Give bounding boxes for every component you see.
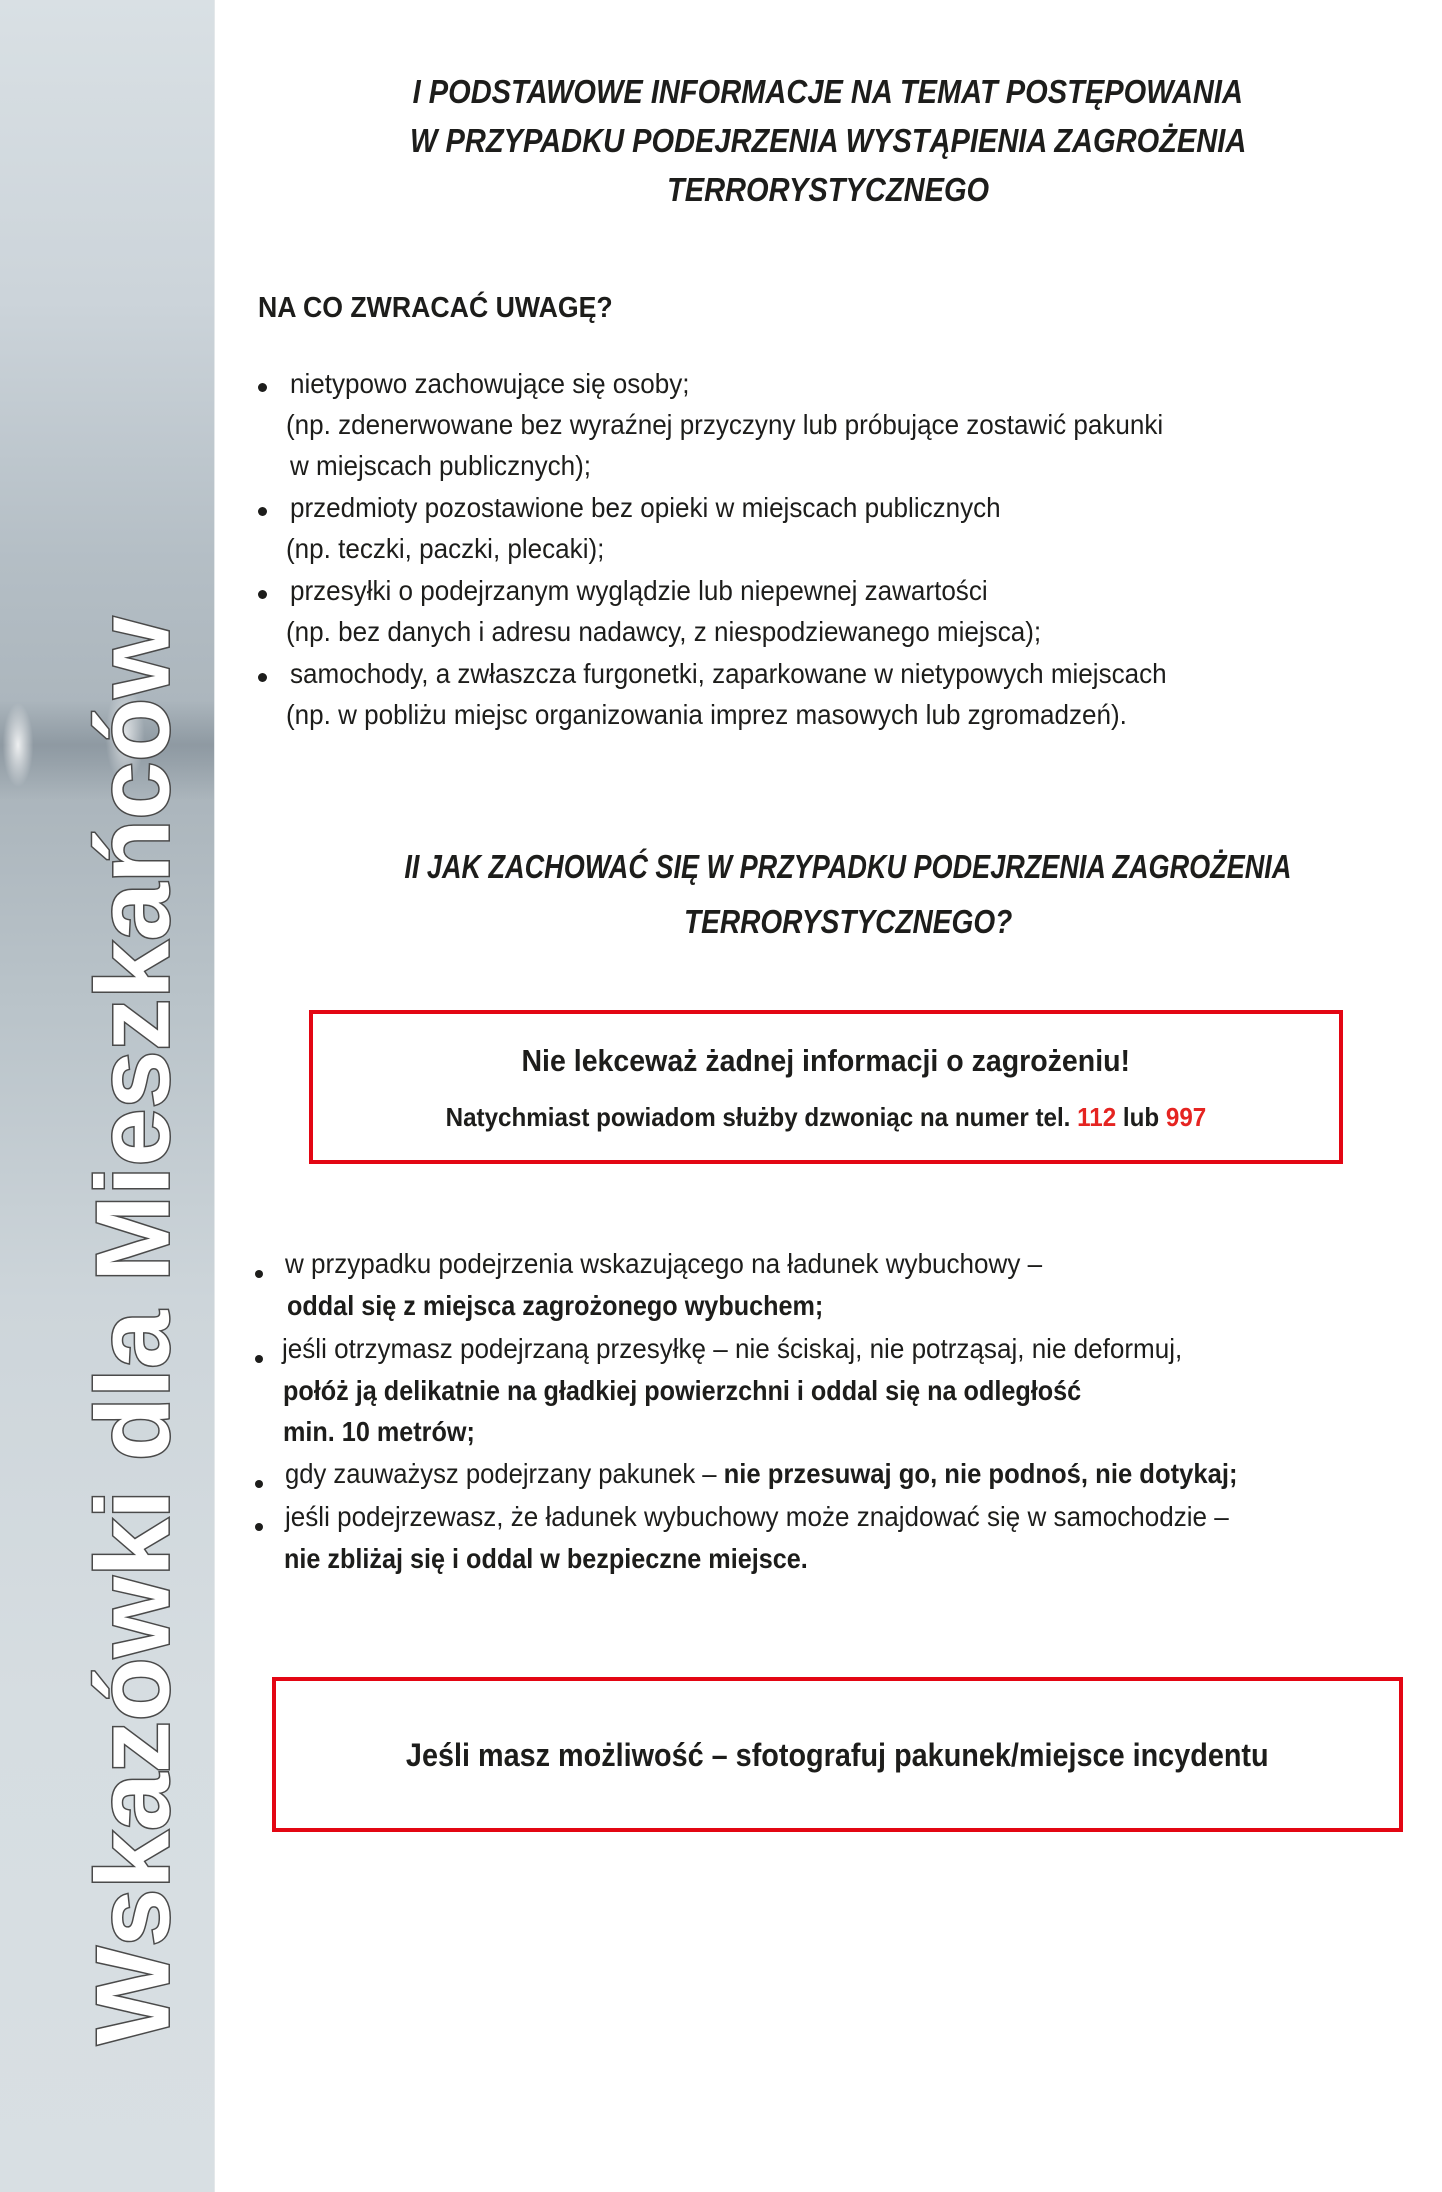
list-item-main [290, 368, 720, 400]
list-item-line-bold [283, 1416, 496, 1448]
list-item-text: jeśli podejrzewasz, że ładunek wybuchowy może znajdować się w samochodzie – [285, 1501, 1229, 1532]
alert-call-row [313, 1102, 1339, 1133]
list-item-text: samochody, a zwłaszcza furgonetki, zaparkowane w nietypowych miejscach [290, 658, 1167, 689]
subheading-text: NA CO ZWRACAĆ UWAGĘ? [258, 292, 613, 324]
photo-advice-text: Jeśli masz możliwość – sfotografuj pakunek/miejsce incydentu [406, 1737, 1269, 1773]
section-1-title-line [214, 122, 1442, 160]
section-2-title-line-1: II JAK ZACHOWAĆ SIĘ W PRZYPADKU PODEJRZENIA ZAGROŻENIA [404, 848, 1292, 885]
section-1-title-line-2: W PRZYPADKU PODEJRZENIA WYSTĄPIENIA ZAGROŻENIA [409, 122, 1247, 159]
bullet-icon [255, 1270, 263, 1278]
list-item-text: nietypowo zachowujące się osoby; [290, 368, 690, 399]
section-1-subheading [258, 292, 644, 325]
list-item-line [285, 1248, 1099, 1280]
list-item-detail-text: (np. zdenerwowane bez wyraźnej przyczyny lub próbujące zostawić pakunki [286, 409, 1164, 440]
list-item-line-bold [287, 1290, 883, 1322]
section-1-title-line-1: I PODSTAWOWE INFORMACJE NA TEMAT POSTĘPOWANIA [412, 73, 1244, 110]
bullet-icon [258, 673, 267, 682]
list-item-bold-text: oddal się z miejsca zagrożonego wybuchem; [287, 1290, 824, 1321]
list-item-detail [286, 533, 628, 565]
alert-headline: Nie lekceważ żadnej informacji o zagrożeniu! [521, 1043, 1131, 1078]
list-item-text: przesyłki o podejrzanym wyglądzie lub niepewnej zawartości [290, 575, 988, 606]
bullet-icon [258, 507, 267, 516]
section-1-title-line-3: TERRORYSTYCZNEGO [666, 171, 990, 208]
photo-advice-row [276, 1737, 1399, 1774]
list-item-detail [286, 699, 1190, 731]
section-2-title-line [234, 848, 1442, 886]
section-1-title-line [214, 171, 1442, 209]
emergency-number-112: 112 [1077, 1102, 1117, 1132]
emergency-number-997: 997 [1165, 1102, 1207, 1132]
list-item-line [285, 1458, 1326, 1490]
alert-call-line [446, 1102, 1207, 1133]
list-item-text: gdy zauważysz podejrzany pakunek – [285, 1458, 724, 1489]
section-2-title-line [234, 903, 1442, 941]
list-item-line [282, 1333, 1250, 1365]
list-item-detail-text: (np. w pobliżu miejsc organizowania imprez masowych lub zgromadzeń). [286, 699, 1127, 730]
list-item-line-bold [283, 1375, 1170, 1407]
list-item-main [290, 575, 1040, 607]
section-2-title-line-2: TERRORYSTYCZNEGO? [683, 903, 1013, 940]
list-item-line [285, 1501, 1300, 1533]
list-item-bold-text: połóż ją delikatnie na gładkiej powierzchni i oddal się na odległość [283, 1375, 1082, 1406]
list-item-detail [290, 450, 614, 482]
alert-or-text: lub [1122, 1102, 1160, 1132]
section-1-title-line [214, 73, 1442, 111]
sidebar-banner [0, 0, 215, 2192]
list-item-text: przedmioty pozostawione bez opieki w miejscach publicznych [290, 492, 1001, 523]
photo-advice-box [272, 1677, 1403, 1832]
list-item-detail-text: w miejscach publicznych); [290, 450, 592, 481]
sidebar-title: Wskazówki dla Mieszkańców [75, 617, 192, 2045]
list-item-detail-text: (np. bez danych i adresu nadawcy, z niespodziewanego miejsca); [286, 616, 1042, 647]
list-item-text: w przypadku podejrzenia wskazującego na ładunek wybuchowy – [285, 1248, 1043, 1279]
alert-headline-row [313, 1043, 1339, 1079]
list-item-line-bold [284, 1543, 866, 1575]
bullet-icon [258, 383, 267, 392]
list-item-bold-text: nie przesuwaj go, nie podnoś, nie dotykaj; [723, 1458, 1238, 1489]
bullet-icon [255, 1355, 263, 1363]
list-item-mixed [285, 1458, 1238, 1490]
list-item-detail-text: (np. teczki, paczki, plecaki); [286, 533, 605, 564]
list-item-main [290, 492, 1054, 524]
bullet-icon [255, 1523, 263, 1531]
bullet-icon [255, 1480, 263, 1488]
bullet-icon [258, 590, 267, 599]
alert-call-text: Natychmiast powiadom służby dzwoniąc na numer tel. [445, 1102, 1071, 1132]
list-item-detail [286, 409, 1229, 441]
list-item-bold-text: min. 10 metrów; [283, 1416, 475, 1447]
emergency-alert-box [309, 1010, 1343, 1164]
list-item-main [290, 658, 1233, 690]
list-item-bold-text: nie zbliżaj się i oddal w bezpieczne miejsce. [284, 1543, 808, 1574]
list-item-text: jeśli otrzymasz podejrzaną przesyłkę – nie ściskaj, nie potrząsaj, nie deformuj, [282, 1333, 1183, 1364]
list-item-detail [286, 616, 1098, 648]
